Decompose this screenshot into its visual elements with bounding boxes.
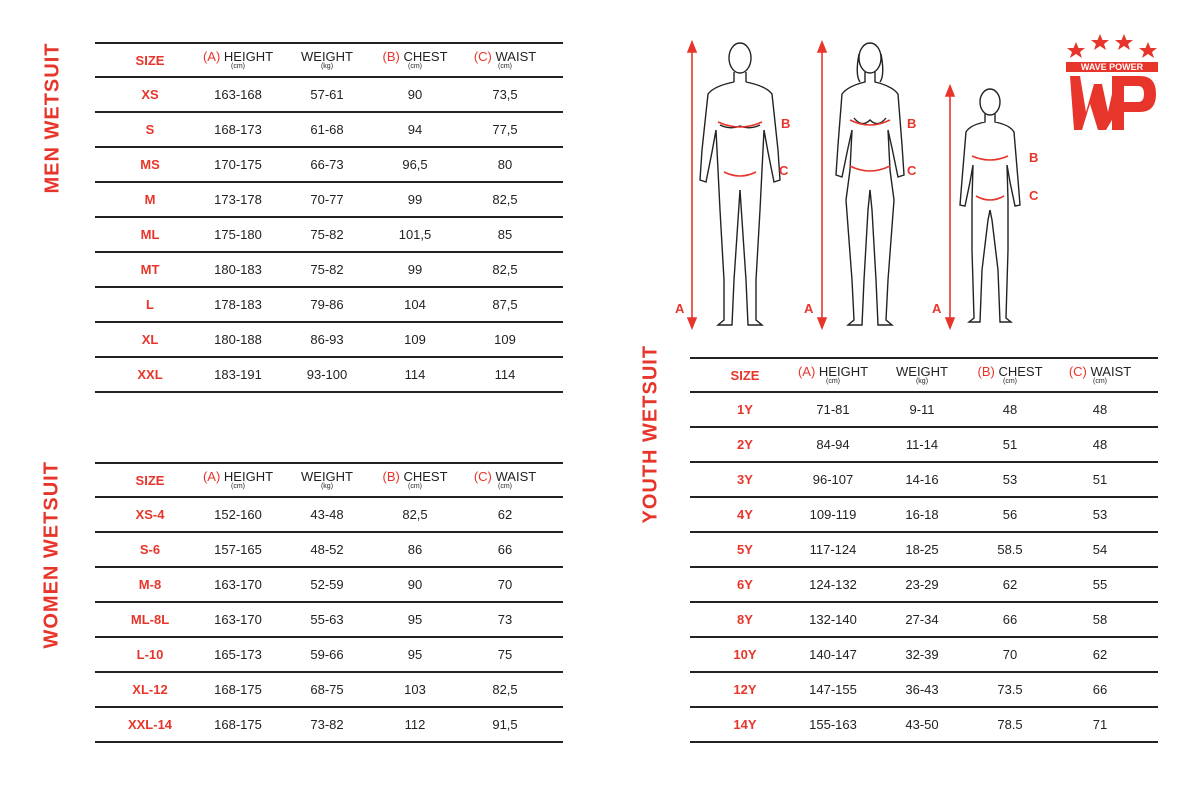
cell-weight: 70-77	[310, 192, 344, 207]
header-weight-unit: (kg)	[320, 62, 334, 70]
cell-size: 2Y	[737, 437, 753, 452]
cell-size: 12Y	[733, 682, 757, 697]
cell-size: XS	[141, 87, 159, 102]
cell-size: M	[144, 192, 156, 207]
header-height-unit: (cm)	[231, 482, 245, 490]
label-b-man: B	[781, 116, 791, 131]
youth-size-table	[690, 357, 1158, 743]
cell-waist: 66	[497, 542, 513, 557]
header-chest-letter: (B)	[382, 48, 400, 64]
cell-height: 170-175	[214, 157, 262, 172]
table-row	[690, 708, 1158, 743]
cell-weight: 79-86	[310, 297, 344, 312]
cell-waist: 75	[497, 647, 513, 662]
cell-size: S-6	[139, 542, 161, 557]
cell-chest: 101,5	[398, 227, 432, 242]
cell-weight: 52-59	[310, 577, 344, 592]
table-row	[690, 673, 1158, 708]
cell-height: 180-188	[214, 332, 262, 347]
cell-size: 1Y	[737, 402, 753, 417]
cell-weight: 23-29	[905, 577, 939, 592]
cell-size: MT	[140, 262, 160, 277]
cell-size: ML-8L	[130, 612, 170, 627]
cell-size: L-10	[136, 647, 164, 662]
header-waist-unit: (cm)	[497, 62, 512, 70]
cell-size: 10Y	[733, 647, 757, 662]
table-row	[95, 358, 563, 393]
man-figure-icon	[700, 43, 780, 325]
cell-chest: 66	[1002, 612, 1018, 627]
cell-waist: 80	[497, 157, 513, 172]
cell-waist: 91,5	[492, 717, 518, 732]
header-size: SIZE	[730, 367, 760, 383]
label-b-child: B	[1029, 150, 1039, 165]
cell-height: 180-183	[214, 262, 262, 277]
cell-weight: 73-82	[310, 717, 344, 732]
cell-weight: 16-18	[905, 507, 939, 522]
cell-chest: 109	[404, 332, 426, 347]
header-chest-unit: (cm)	[1003, 377, 1017, 385]
cell-size: XXL	[137, 367, 163, 382]
cell-chest: 95	[407, 612, 423, 627]
header-waist-letter: (C)	[473, 48, 492, 64]
cell-waist: 73	[497, 612, 513, 627]
cell-height: 96-107	[812, 472, 854, 487]
cell-chest: 90	[407, 87, 423, 102]
header-waist-unit: (cm)	[1092, 377, 1107, 385]
cell-waist: 58	[1092, 612, 1108, 627]
table-row	[690, 463, 1158, 498]
cell-chest: 62	[1002, 577, 1018, 592]
women-size-table	[95, 462, 563, 743]
cell-waist: 66	[1092, 682, 1108, 697]
cell-height: 155-163	[809, 717, 857, 732]
header-waist: WAIST	[1090, 363, 1132, 379]
cell-waist: 71	[1092, 717, 1108, 732]
header-chest: CHEST	[403, 468, 448, 484]
cell-height: 117-124	[809, 542, 857, 557]
header-waist-letter: (C)	[473, 468, 492, 484]
cell-height: 163-168	[214, 87, 262, 102]
cell-weight: 9-11	[909, 402, 935, 417]
cell-size: 8Y	[737, 612, 753, 627]
header-chest-unit: (cm)	[408, 62, 422, 70]
child-figure-icon	[960, 89, 1020, 322]
cell-chest: 96,5	[402, 157, 428, 172]
header-height: HEIGHT	[223, 468, 274, 484]
table-row	[95, 218, 563, 253]
label-b-woman: B	[907, 116, 917, 131]
cell-size: MS	[140, 157, 160, 172]
cell-size: 6Y	[737, 577, 753, 592]
cell-height: 165-173	[214, 647, 262, 662]
cell-chest: 95	[407, 647, 423, 662]
cell-waist: 54	[1092, 542, 1108, 557]
header-weight: WEIGHT	[301, 468, 353, 484]
header-height: HEIGHT	[818, 363, 869, 379]
logo-text: WAVE POWER	[1080, 62, 1144, 72]
table-row	[95, 148, 563, 183]
cell-height: 157-165	[214, 542, 262, 557]
cell-weight: 93-100	[306, 367, 348, 382]
cell-size: S	[145, 122, 155, 137]
cell-chest: 58.5	[997, 542, 1023, 557]
cell-height: 173-178	[214, 192, 262, 207]
header-chest-unit: (cm)	[408, 482, 422, 490]
cell-height: 163-170	[214, 577, 262, 592]
table-row	[95, 603, 563, 638]
cell-height: 183-191	[214, 367, 262, 382]
cell-weight: 57-61	[310, 87, 344, 102]
cell-weight: 75-82	[310, 227, 344, 242]
header-height-unit: (cm)	[231, 62, 245, 70]
cell-chest: 112	[404, 717, 426, 732]
men-size-table	[95, 42, 563, 393]
cell-chest: 104	[404, 297, 426, 312]
table-row	[690, 533, 1158, 568]
cell-waist: 70	[497, 577, 513, 592]
label-a-child: A	[932, 301, 942, 316]
table-row	[690, 603, 1158, 638]
table-row	[95, 288, 563, 323]
header-waist-letter: (C)	[1068, 363, 1087, 379]
cell-height: 152-160	[214, 507, 262, 522]
header-chest: CHEST	[403, 48, 448, 64]
cell-weight: 43-50	[905, 717, 939, 732]
cell-chest: 86	[407, 542, 423, 557]
table-header	[690, 357, 1158, 393]
cell-chest: 103	[404, 682, 426, 697]
cell-height: 84-94	[816, 437, 850, 452]
cell-weight: 61-68	[310, 122, 344, 137]
header-height-unit: (cm)	[826, 377, 840, 385]
cell-height: 132-140	[809, 612, 857, 627]
cell-weight: 48-52	[310, 542, 344, 557]
table-row	[95, 253, 563, 288]
cell-waist: 82,5	[492, 262, 518, 277]
cell-size: XL-12	[132, 682, 168, 697]
cell-waist: 48	[1092, 402, 1108, 417]
cell-size: XL	[141, 332, 159, 347]
table-row	[95, 183, 563, 218]
header-waist-unit: (cm)	[497, 482, 512, 490]
table-row	[690, 393, 1158, 428]
cell-weight: 66-73	[310, 157, 344, 172]
cell-chest: 114	[404, 367, 426, 382]
men-wetsuit-title: MEN WETSUIT	[41, 42, 64, 194]
header-chest-letter: (B)	[382, 468, 400, 484]
table-row	[690, 428, 1158, 463]
cell-weight: 43-48	[310, 507, 344, 522]
cell-waist: 109	[494, 332, 516, 347]
cell-size: 4Y	[737, 507, 753, 522]
table-row	[95, 78, 563, 113]
cell-chest: 90	[407, 577, 423, 592]
cell-height: 140-147	[809, 647, 857, 662]
cell-chest: 53	[1002, 472, 1018, 487]
cell-height: 168-175	[214, 682, 262, 697]
cell-chest: 73.5	[997, 682, 1023, 697]
cell-weight: 18-25	[905, 542, 939, 557]
header-weight-unit: (kg)	[320, 482, 334, 490]
cell-chest: 78.5	[997, 717, 1023, 732]
header-size: SIZE	[135, 52, 165, 68]
cell-height: 124-132	[809, 577, 857, 592]
label-c-woman: C	[907, 163, 917, 178]
cell-size: ML	[140, 227, 160, 242]
table-row	[95, 113, 563, 148]
cell-waist: 62	[1092, 647, 1108, 662]
cell-weight: 68-75	[310, 682, 344, 697]
label-c-man: C	[779, 163, 789, 178]
header-height-letter: (A)	[202, 468, 221, 484]
woman-figure-icon	[836, 43, 904, 325]
header-height-letter: (A)	[797, 363, 816, 379]
table-row	[95, 498, 563, 533]
label-a-man: A	[675, 301, 685, 316]
cell-chest: 99	[407, 192, 423, 207]
cell-size: L	[146, 297, 154, 312]
header-height: HEIGHT	[223, 48, 274, 64]
header-chest: CHEST	[998, 363, 1043, 379]
cell-weight: 75-82	[310, 262, 344, 277]
cell-waist: 114	[494, 367, 516, 382]
cell-waist: 55	[1092, 577, 1108, 592]
header-waist: WAIST	[495, 48, 537, 64]
cell-chest: 70	[1002, 647, 1018, 662]
cell-size: 14Y	[733, 717, 757, 732]
cell-weight: 27-34	[905, 612, 939, 627]
cell-height: 175-180	[214, 227, 262, 242]
cell-height: 71-81	[816, 402, 850, 417]
header-height-letter: (A)	[202, 48, 221, 64]
cell-weight: 11-14	[905, 437, 939, 452]
cell-weight: 55-63	[310, 612, 344, 627]
cell-waist: 48	[1092, 437, 1108, 452]
cell-size: M-8	[138, 577, 162, 592]
cell-height: 147-155	[809, 682, 857, 697]
cell-chest: 51	[1002, 437, 1018, 452]
cell-weight: 36-43	[905, 682, 939, 697]
label-a-woman: A	[804, 301, 814, 316]
label-c-child: C	[1029, 188, 1039, 203]
cell-size: 5Y	[737, 542, 753, 557]
cell-waist: 87,5	[492, 297, 518, 312]
cell-waist: 53	[1092, 507, 1108, 522]
cell-size: XXL-14	[127, 717, 173, 732]
table-row	[95, 638, 563, 673]
table-row	[95, 673, 563, 708]
cell-waist: 82,5	[492, 682, 518, 697]
cell-chest: 94	[407, 122, 423, 137]
header-waist: WAIST	[495, 468, 537, 484]
header-weight: WEIGHT	[301, 48, 353, 64]
cell-size: XS-4	[135, 507, 165, 522]
body-measurement-figures	[660, 30, 1060, 340]
cell-waist: 77,5	[492, 122, 518, 137]
table-row	[95, 708, 563, 743]
table-header	[95, 462, 563, 498]
cell-height: 168-175	[214, 717, 262, 732]
cell-waist: 85	[497, 227, 513, 242]
women-wetsuit-title: WOMEN WETSUIT	[40, 461, 63, 649]
cell-height: 163-170	[214, 612, 262, 627]
table-row	[95, 323, 563, 358]
cell-height: 109-119	[809, 507, 857, 522]
cell-waist: 82,5	[492, 192, 518, 207]
cell-waist: 73,5	[492, 87, 518, 102]
table-row	[95, 533, 563, 568]
header-size: SIZE	[135, 472, 165, 488]
cell-weight: 86-93	[310, 332, 344, 347]
table-row	[690, 638, 1158, 673]
cell-size: 3Y	[737, 472, 753, 487]
cell-weight: 59-66	[310, 647, 344, 662]
header-weight: WEIGHT	[896, 363, 948, 379]
cell-weight: 14-16	[905, 472, 939, 487]
cell-waist: 51	[1092, 472, 1108, 487]
header-weight-unit: (kg)	[915, 377, 929, 385]
cell-chest: 48	[1002, 402, 1018, 417]
cell-height: 178-183	[214, 297, 262, 312]
cell-chest: 82,5	[402, 507, 428, 522]
cell-weight: 32-39	[905, 647, 939, 662]
cell-waist: 62	[497, 507, 513, 522]
cell-chest: 56	[1002, 507, 1018, 522]
cell-chest: 99	[407, 262, 423, 277]
table-row	[690, 568, 1158, 603]
youth-wetsuit-title: YOUTH WETSUIT	[639, 344, 662, 524]
header-chest-letter: (B)	[977, 363, 995, 379]
table-row	[690, 498, 1158, 533]
table-row	[95, 568, 563, 603]
table-header	[95, 42, 563, 78]
wave-power-logo	[1062, 30, 1162, 150]
cell-height: 168-173	[214, 122, 262, 137]
